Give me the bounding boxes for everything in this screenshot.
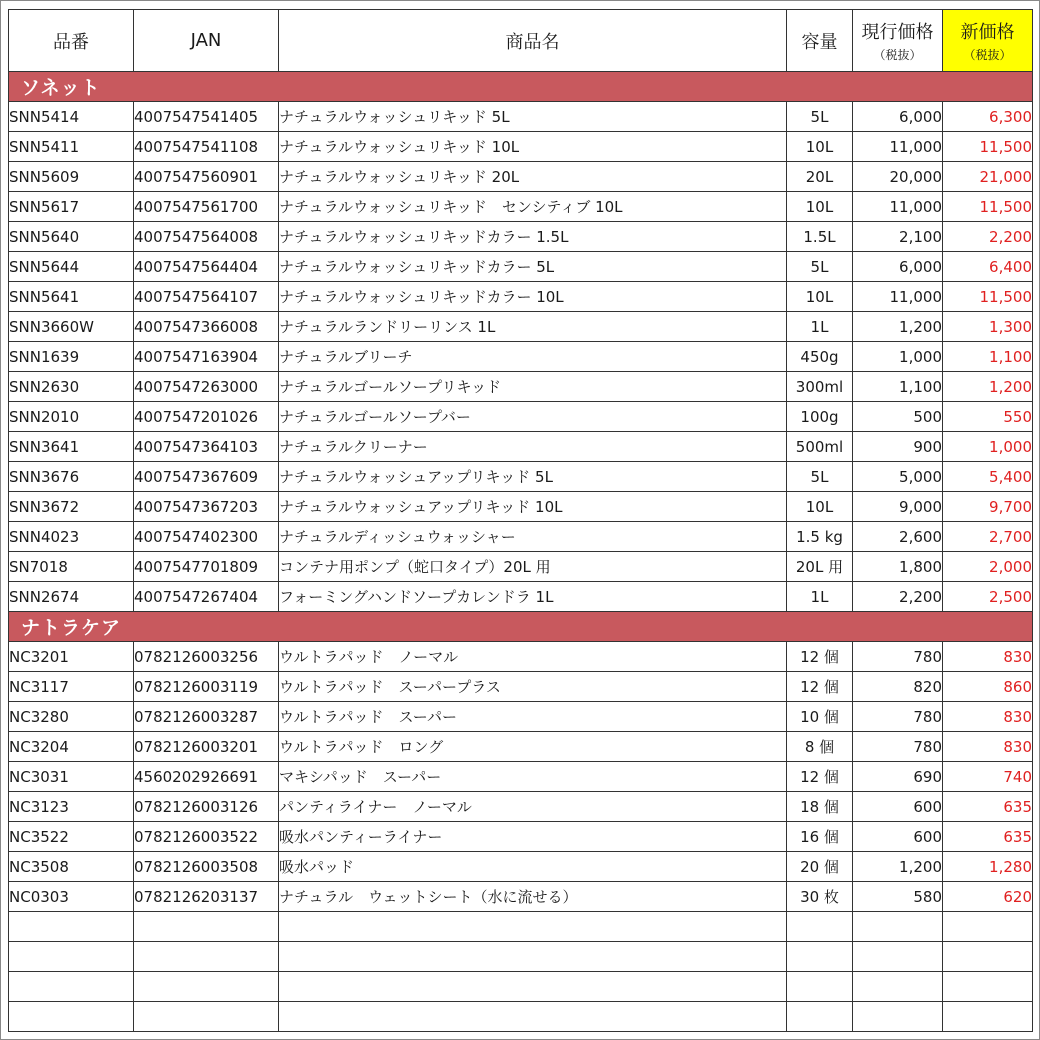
new-price-cell: 830 — [943, 702, 1033, 732]
new-price-cell: 635 — [943, 822, 1033, 852]
new-price-cell: 740 — [943, 762, 1033, 792]
product-name-cell: ナチュラルウォッシュリキッドカラー 10L — [279, 282, 787, 312]
table-row — [9, 492, 1033, 522]
section-title: ナトラケア — [9, 612, 1033, 642]
product-code-cell: SN7018 — [9, 552, 134, 582]
table-row — [9, 822, 1033, 852]
empty-cell — [9, 912, 134, 942]
new-price-cell: 2,200 — [943, 222, 1033, 252]
new-price-cell: 1,100 — [943, 342, 1033, 372]
empty-cell — [853, 972, 943, 1002]
table-row — [9, 552, 1033, 582]
capacity-cell: 5L — [787, 462, 853, 492]
header-capacity: 容量 — [787, 10, 853, 72]
capacity-cell: 1.5L — [787, 222, 853, 252]
product-code-cell: NC3204 — [9, 732, 134, 762]
empty-cell — [9, 1002, 134, 1032]
jan-code-cell: 4007547364103 — [134, 432, 279, 462]
capacity-cell: 12 個 — [787, 642, 853, 672]
capacity-cell: 5L — [787, 102, 853, 132]
new-price-cell: 21,000 — [943, 162, 1033, 192]
current-price-cell: 6,000 — [853, 102, 943, 132]
jan-code-cell: 0782126003508 — [134, 852, 279, 882]
product-code-cell: NC3201 — [9, 642, 134, 672]
table-row — [9, 312, 1033, 342]
product-name-cell: ナチュラルウォッシュリキッド 5L — [279, 102, 787, 132]
table-row — [9, 192, 1033, 222]
product-name-cell: ウルトラパッド ロング — [279, 732, 787, 762]
header-current-price-sub: （税抜） — [873, 48, 922, 62]
product-code-cell: NC3280 — [9, 702, 134, 732]
current-price-cell: 11,000 — [853, 192, 943, 222]
product-code-cell: SNN3676 — [9, 462, 134, 492]
product-name-cell: マキシパッド スーパー — [279, 762, 787, 792]
table-row — [9, 852, 1033, 882]
empty-cell — [787, 972, 853, 1002]
header-new-price — [943, 10, 1033, 72]
new-price-cell: 1,300 — [943, 312, 1033, 342]
empty-cell — [853, 1002, 943, 1032]
empty-cell — [279, 912, 787, 942]
section-header-row — [9, 72, 1033, 102]
new-price-cell: 11,500 — [943, 282, 1033, 312]
jan-code-cell: 0782126003201 — [134, 732, 279, 762]
product-code-cell: NC3508 — [9, 852, 134, 882]
table-row — [9, 732, 1033, 762]
section-title: ソネット — [9, 72, 1033, 102]
current-price-cell: 1,800 — [853, 552, 943, 582]
current-price-cell: 1,200 — [853, 852, 943, 882]
product-name-cell: ナチュラルウォッシュリキッドカラー 1.5L — [279, 222, 787, 252]
header-new-price-sub: （税抜） — [963, 48, 1012, 62]
jan-code-cell: 0782126003126 — [134, 792, 279, 822]
capacity-cell: 5L — [787, 252, 853, 282]
empty-cell — [9, 942, 134, 972]
capacity-cell: 1L — [787, 312, 853, 342]
new-price-cell: 11,500 — [943, 132, 1033, 162]
new-price-cell: 1,280 — [943, 852, 1033, 882]
empty-cell — [943, 1002, 1033, 1032]
jan-code-cell: 4560202926691 — [134, 762, 279, 792]
current-price-cell: 780 — [853, 702, 943, 732]
jan-code-cell: 4007547402300 — [134, 522, 279, 552]
new-price-cell: 2,700 — [943, 522, 1033, 552]
product-code-cell: SNN3672 — [9, 492, 134, 522]
table-row — [9, 252, 1033, 282]
product-name-cell: ナチュラルゴールソープリキッド — [279, 372, 787, 402]
header-name: 商品名 — [279, 10, 787, 72]
current-price-cell: 1,100 — [853, 372, 943, 402]
capacity-cell: 10L — [787, 192, 853, 222]
jan-code-cell: 4007547564008 — [134, 222, 279, 252]
empty-cell — [787, 1002, 853, 1032]
price-table — [8, 9, 1033, 1032]
empty-cell — [943, 912, 1033, 942]
current-price-cell: 20,000 — [853, 162, 943, 192]
capacity-cell: 20 個 — [787, 852, 853, 882]
product-name-cell: ナチュラルディッシュウォッシャー — [279, 522, 787, 552]
product-name-cell: ウルトラパッド スーパー — [279, 702, 787, 732]
empty-cell — [134, 942, 279, 972]
new-price-cell: 6,400 — [943, 252, 1033, 282]
jan-code-cell: 4007547366008 — [134, 312, 279, 342]
jan-code-cell: 4007547564404 — [134, 252, 279, 282]
capacity-cell: 20L 用 — [787, 552, 853, 582]
table-row — [9, 522, 1033, 552]
capacity-cell: 500ml — [787, 432, 853, 462]
table-row — [9, 582, 1033, 612]
product-code-cell: SNN4023 — [9, 522, 134, 552]
jan-code-cell: 4007547267404 — [134, 582, 279, 612]
header-code: 品番 — [9, 10, 134, 72]
new-price-cell: 2,000 — [943, 552, 1033, 582]
product-code-cell: SNN5609 — [9, 162, 134, 192]
jan-code-cell: 0782126003287 — [134, 702, 279, 732]
table-row — [9, 162, 1033, 192]
jan-code-cell: 4007547201026 — [134, 402, 279, 432]
empty-cell — [279, 972, 787, 1002]
empty-cell — [134, 1002, 279, 1032]
current-price-cell: 600 — [853, 822, 943, 852]
current-price-cell: 900 — [853, 432, 943, 462]
product-name-cell: ナチュラルウォッシュリキッド 10L — [279, 132, 787, 162]
jan-code-cell: 4007547564107 — [134, 282, 279, 312]
product-name-cell: パンティライナー ノーマル — [279, 792, 787, 822]
product-name-cell: ナチュラルクリーナー — [279, 432, 787, 462]
product-code-cell: SNN5414 — [9, 102, 134, 132]
product-name-cell: ナチュラルゴールソープバー — [279, 402, 787, 432]
empty-cell — [9, 972, 134, 1002]
empty-cell — [134, 912, 279, 942]
empty-cell — [787, 942, 853, 972]
empty-row — [9, 972, 1033, 1002]
table-row — [9, 222, 1033, 252]
empty-cell — [279, 942, 787, 972]
capacity-cell: 8 個 — [787, 732, 853, 762]
current-price-cell: 690 — [853, 762, 943, 792]
current-price-cell: 2,100 — [853, 222, 943, 252]
current-price-cell: 580 — [853, 882, 943, 912]
empty-cell — [943, 942, 1033, 972]
new-price-cell: 11,500 — [943, 192, 1033, 222]
jan-code-cell: 4007547367609 — [134, 462, 279, 492]
product-name-cell: ナチュラルウォッシュアップリキッド 5L — [279, 462, 787, 492]
empty-cell — [787, 912, 853, 942]
product-code-cell: SNN1639 — [9, 342, 134, 372]
empty-cell — [853, 942, 943, 972]
product-code-cell: NC3123 — [9, 792, 134, 822]
header-jan: JAN — [134, 10, 279, 72]
table-row — [9, 402, 1033, 432]
jan-code-cell: 4007547163904 — [134, 342, 279, 372]
current-price-cell: 600 — [853, 792, 943, 822]
capacity-cell: 100g — [787, 402, 853, 432]
header-new-price-label: 新価格 — [960, 22, 1015, 43]
table-row — [9, 432, 1033, 462]
new-price-cell: 1,000 — [943, 432, 1033, 462]
jan-code-cell: 0782126203137 — [134, 882, 279, 912]
empty-cell — [134, 972, 279, 1002]
product-code-cell: SNN3660W — [9, 312, 134, 342]
jan-code-cell: 4007547561700 — [134, 192, 279, 222]
capacity-cell: 12 個 — [787, 762, 853, 792]
table-row — [9, 672, 1033, 702]
capacity-cell: 12 個 — [787, 672, 853, 702]
table-row — [9, 132, 1033, 162]
capacity-cell: 450g — [787, 342, 853, 372]
product-code-cell: NC3522 — [9, 822, 134, 852]
current-price-cell: 11,000 — [853, 132, 943, 162]
empty-row — [9, 1002, 1033, 1032]
product-name-cell: ナチュラルランドリーリンス 1L — [279, 312, 787, 342]
table-row — [9, 792, 1033, 822]
product-name-cell: ナチュラル ウェットシート（水に流せる） — [279, 882, 787, 912]
current-price-cell: 780 — [853, 642, 943, 672]
current-price-cell: 1,200 — [853, 312, 943, 342]
product-code-cell: SNN5617 — [9, 192, 134, 222]
capacity-cell: 1.5 kg — [787, 522, 853, 552]
product-name-cell: ウルトラパッド ノーマル — [279, 642, 787, 672]
current-price-cell: 500 — [853, 402, 943, 432]
capacity-cell: 10 個 — [787, 702, 853, 732]
product-name-cell: ナチュラルウォッシュリキッドカラー 5L — [279, 252, 787, 282]
capacity-cell: 18 個 — [787, 792, 853, 822]
new-price-cell: 860 — [943, 672, 1033, 702]
header-current-price — [853, 10, 943, 72]
capacity-cell: 30 枚 — [787, 882, 853, 912]
capacity-cell: 20L — [787, 162, 853, 192]
product-name-cell: ナチュラルウォッシュリキッド 20L — [279, 162, 787, 192]
table-row — [9, 372, 1033, 402]
new-price-cell: 5,400 — [943, 462, 1033, 492]
product-code-cell: SNN2674 — [9, 582, 134, 612]
table-row — [9, 762, 1033, 792]
jan-code-cell: 4007547560901 — [134, 162, 279, 192]
jan-code-cell: 0782126003522 — [134, 822, 279, 852]
jan-code-cell: 0782126003119 — [134, 672, 279, 702]
new-price-cell: 6,300 — [943, 102, 1033, 132]
product-code-cell: NC3117 — [9, 672, 134, 702]
current-price-cell: 9,000 — [853, 492, 943, 522]
current-price-cell: 6,000 — [853, 252, 943, 282]
capacity-cell: 10L — [787, 492, 853, 522]
product-code-cell: SNN5411 — [9, 132, 134, 162]
new-price-cell: 620 — [943, 882, 1033, 912]
current-price-cell: 780 — [853, 732, 943, 762]
product-name-cell: 吸水パンティーライナー — [279, 822, 787, 852]
product-name-cell: フォーミングハンドソープカレンドラ 1L — [279, 582, 787, 612]
product-name-cell: コンテナ用ポンプ（蛇口タイプ）20L 用 — [279, 552, 787, 582]
jan-code-cell: 4007547701809 — [134, 552, 279, 582]
empty-row — [9, 942, 1033, 972]
current-price-cell: 820 — [853, 672, 943, 702]
product-name-cell: ナチュラルウォッシュリキッド センシティブ 10L — [279, 192, 787, 222]
product-code-cell: SNN2630 — [9, 372, 134, 402]
new-price-cell: 2,500 — [943, 582, 1033, 612]
product-name-cell: ナチュラルウォッシュアップリキッド 10L — [279, 492, 787, 522]
jan-code-cell: 4007547263000 — [134, 372, 279, 402]
new-price-cell: 550 — [943, 402, 1033, 432]
new-price-cell: 830 — [943, 732, 1033, 762]
current-price-cell: 11,000 — [853, 282, 943, 312]
product-name-cell: ナチュラルブリーチ — [279, 342, 787, 372]
product-name-cell: ウルトラパッド スーパープラス — [279, 672, 787, 702]
table-row — [9, 462, 1033, 492]
capacity-cell: 1L — [787, 582, 853, 612]
jan-code-cell: 4007547367203 — [134, 492, 279, 522]
capacity-cell: 300ml — [787, 372, 853, 402]
product-code-cell: NC0303 — [9, 882, 134, 912]
empty-cell — [279, 1002, 787, 1032]
new-price-cell: 9,700 — [943, 492, 1033, 522]
product-code-cell: SNN2010 — [9, 402, 134, 432]
new-price-cell: 635 — [943, 792, 1033, 822]
product-name-cell: 吸水パッド — [279, 852, 787, 882]
section-header-row — [9, 612, 1033, 642]
table-row — [9, 882, 1033, 912]
jan-code-cell: 0782126003256 — [134, 642, 279, 672]
current-price-cell: 1,000 — [853, 342, 943, 372]
table-row — [9, 282, 1033, 312]
current-price-cell: 2,200 — [853, 582, 943, 612]
capacity-cell: 16 個 — [787, 822, 853, 852]
table-row — [9, 642, 1033, 672]
current-price-cell: 2,600 — [853, 522, 943, 552]
product-code-cell: SNN5640 — [9, 222, 134, 252]
new-price-cell: 1,200 — [943, 372, 1033, 402]
empty-cell — [853, 912, 943, 942]
table-row — [9, 342, 1033, 372]
current-price-cell: 5,000 — [853, 462, 943, 492]
jan-code-cell: 4007547541405 — [134, 102, 279, 132]
product-code-cell: SNN5641 — [9, 282, 134, 312]
empty-cell — [943, 972, 1033, 1002]
product-code-cell: NC3031 — [9, 762, 134, 792]
table-row — [9, 702, 1033, 732]
table-row — [9, 102, 1033, 132]
table-header — [9, 10, 1033, 72]
capacity-cell: 10L — [787, 132, 853, 162]
jan-code-cell: 4007547541108 — [134, 132, 279, 162]
product-code-cell: SNN3641 — [9, 432, 134, 462]
header-current-price-label: 現行価格 — [861, 22, 934, 43]
new-price-cell: 830 — [943, 642, 1033, 672]
table-body — [9, 72, 1033, 1032]
capacity-cell: 10L — [787, 282, 853, 312]
product-code-cell: SNN5644 — [9, 252, 134, 282]
empty-row — [9, 912, 1033, 942]
